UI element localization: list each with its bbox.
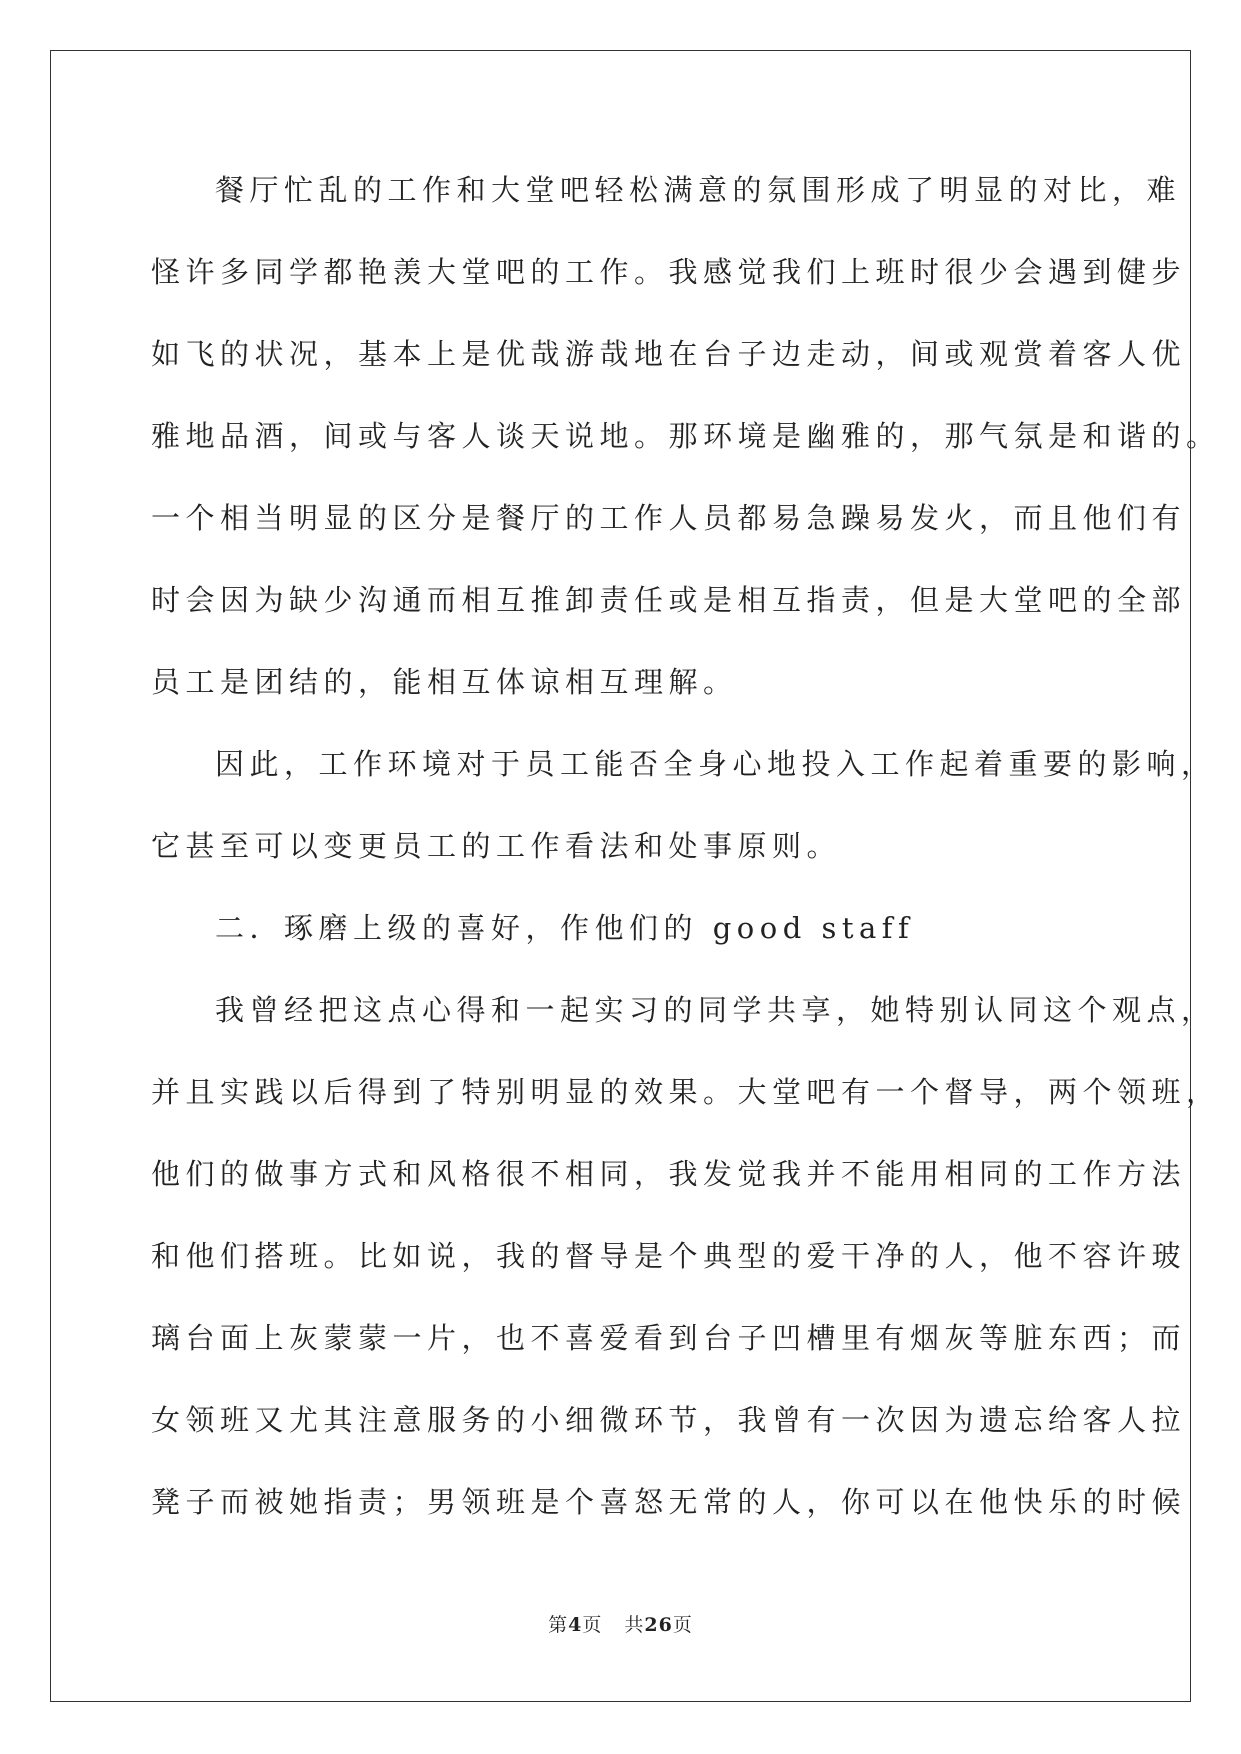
- paragraph-3-line-6: 女领班又尤其注意服务的小细微环节，我曾有一次因为遗忘给客人拉: [151, 1403, 1187, 1437]
- paragraph-3-line-5: 璃台面上灰蒙蒙一片，也不喜爱看到台子凹槽里有烟灰等脏东西；而: [151, 1321, 1187, 1355]
- paragraph-1-line-5: 一个相当明显的区分是餐厅的工作人员都易急躁易发火，而且他们有: [151, 501, 1187, 535]
- paragraph-1-line-3: 如飞的状况，基本上是优哉游哉地在台子边走动，间或观赏着客人优: [151, 337, 1187, 371]
- paragraph-2-line-1: 因此，工作环境对于员工能否全身心地投入工作起着重要的影响，: [215, 747, 1216, 781]
- paragraph-2-line-2: 它甚至可以变更员工的工作看法和处事原则。: [151, 829, 842, 863]
- paragraph-1-line-7: 员工是团结的，能相互体谅相互理解。: [151, 665, 738, 699]
- paragraph-3-line-3: 他们的做事方式和风格很不相同，我发觉我并不能用相同的工作方法: [151, 1157, 1187, 1191]
- page-number: 4: [568, 1614, 583, 1636]
- page-suffix: 页: [582, 1614, 603, 1636]
- paragraph-3-line-4: 和他们搭班。比如说，我的督导是个典型的爱干净的人，他不容许玻: [151, 1239, 1187, 1273]
- page-footer: [0, 1610, 1241, 1637]
- paragraph-3-line-1: 我曾经把这点心得和一起实习的同学共享，她特别认同这个观点，: [215, 993, 1216, 1027]
- body-text: [151, 165, 1221, 1559]
- paragraph-1-line-1: 餐厅忙乱的工作和大堂吧轻松满意的氛围形成了明显的对比，难: [215, 173, 1182, 207]
- paragraph-1-line-4: 雅地品酒，间或与客人谈天说地。那环境是幽雅的，那气氛是和谐的。: [151, 419, 1221, 453]
- paragraph-3-line-7: 凳子而被她指责；男领班是个喜怒无常的人，你可以在他快乐的时候: [151, 1485, 1187, 1519]
- total-suffix: 页: [672, 1614, 693, 1636]
- page-prefix: 第: [548, 1614, 569, 1636]
- total-pages: 26: [644, 1614, 673, 1636]
- section-heading: 二．琢磨上级的喜好，作他们的 good staff: [215, 911, 915, 945]
- paragraph-1-line-6: 时会因为缺少沟通而相互推卸责任或是相互指责，但是大堂吧的全部: [151, 583, 1187, 617]
- paragraph-1-line-2: 怪许多同学都艳羡大堂吧的工作。我感觉我们上班时很少会遇到健步: [151, 255, 1187, 289]
- total-prefix: 共: [624, 1614, 645, 1636]
- paragraph-3-line-2: 并且实践以后得到了特别明显的效果。大堂吧有一个督导，两个领班，: [151, 1075, 1221, 1109]
